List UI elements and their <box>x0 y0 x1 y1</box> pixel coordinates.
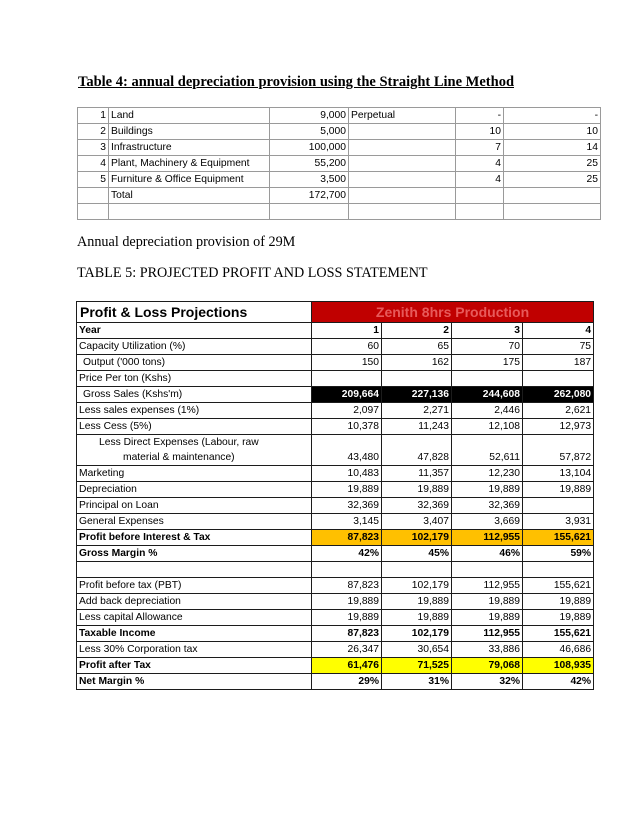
pl-row-net-margin <box>77 674 594 690</box>
value-cell: 65 <box>382 339 452 355</box>
value-cell: 61,476 <box>312 658 382 674</box>
row-number <box>78 188 109 204</box>
row-number: 2 <box>78 124 109 140</box>
pl-row-pbit <box>77 530 594 546</box>
value-cell: 45% <box>382 546 452 562</box>
value-cell: 47,828 <box>382 435 452 466</box>
value-cell: 79,068 <box>452 658 523 674</box>
rate: 25 <box>504 172 601 188</box>
pl-header: Profit & Loss Projections <box>77 302 312 323</box>
value-cell: 19,889 <box>382 610 452 626</box>
row-label: Capacity Utilization (%) <box>77 339 312 355</box>
row-number: 1 <box>78 108 109 124</box>
value-cell: 155,621 <box>523 626 594 642</box>
row-label: Gross Margin % <box>77 546 312 562</box>
pl-row-cess <box>77 419 594 435</box>
value-cell: 12,973 <box>523 419 594 435</box>
value-cell <box>452 371 523 387</box>
pl-row-marketing <box>77 466 594 482</box>
value-cell: 2 <box>382 323 452 339</box>
value-cell: 112,955 <box>452 578 523 594</box>
row-label: Less capital Allowance <box>77 610 312 626</box>
empty-cell <box>77 562 312 578</box>
value-cell: 31% <box>382 674 452 690</box>
pl-row-gross-sales <box>77 387 594 403</box>
row-label: Price Per ton (Kshs) <box>77 371 312 387</box>
value-cell: 2,621 <box>523 403 594 419</box>
pl-row-direct <box>77 435 594 466</box>
row-number: 5 <box>78 172 109 188</box>
value-cell <box>382 371 452 387</box>
useful-life: - <box>456 108 504 124</box>
row-label: General Expenses <box>77 514 312 530</box>
value-cell: 19,889 <box>452 594 523 610</box>
row-label <box>77 435 312 466</box>
value-cell: 3,931 <box>523 514 594 530</box>
value-cell: 12,230 <box>452 466 523 482</box>
value-cell: 60 <box>312 339 382 355</box>
value-cell: 32,369 <box>382 498 452 514</box>
value-cell: 30,654 <box>382 642 452 658</box>
value-cell: 29% <box>312 674 382 690</box>
value-cell: 19,889 <box>452 482 523 498</box>
pl-row-corp-tax <box>77 642 594 658</box>
value-cell: 87,823 <box>312 578 382 594</box>
value-cell: 2,271 <box>382 403 452 419</box>
table4-row <box>78 140 601 156</box>
asset-value: 5,000 <box>270 124 349 140</box>
value-cell: 75 <box>523 339 594 355</box>
value-cell <box>312 371 382 387</box>
value-cell: 3,145 <box>312 514 382 530</box>
useful-life: 4 <box>456 156 504 172</box>
row-label: Less Cess (5%) <box>77 419 312 435</box>
value-cell: 155,621 <box>523 578 594 594</box>
useful-life: 4 <box>456 172 504 188</box>
useful-life-note <box>349 124 456 140</box>
asset-value: 100,000 <box>270 140 349 156</box>
pl-row--blank <box>77 562 594 578</box>
pl-row-sales-exp <box>77 403 594 419</box>
row-label: Less sales expenses (1%) <box>77 403 312 419</box>
row-label: Profit before Interest & Tax <box>77 530 312 546</box>
value-cell: 71,525 <box>382 658 452 674</box>
rate: 25 <box>504 156 601 172</box>
pl-row-depreciation <box>77 482 594 498</box>
row-number: 3 <box>78 140 109 156</box>
table4-row <box>78 172 601 188</box>
pl-row-gross-margin <box>77 546 594 562</box>
empty-cell <box>452 562 523 578</box>
value-cell: 13,104 <box>523 466 594 482</box>
useful-life: 10 <box>456 124 504 140</box>
value-cell: 2,097 <box>312 403 382 419</box>
value-cell: 19,889 <box>312 610 382 626</box>
useful-life-note <box>349 140 456 156</box>
value-cell: 3 <box>452 323 523 339</box>
asset-name: Plant, Machinery & Equipment <box>109 156 270 172</box>
rate: - <box>504 108 601 124</box>
row-label: Gross Sales (Kshs'm) <box>77 387 312 403</box>
row-label: Profit before tax (PBT) <box>77 578 312 594</box>
empty-cell <box>270 204 349 220</box>
empty-cell <box>109 204 270 220</box>
value-cell: 19,889 <box>523 482 594 498</box>
value-cell: 11,243 <box>382 419 452 435</box>
empty-cell <box>456 204 504 220</box>
asset-name: Infrastructure <box>109 140 270 156</box>
value-cell: 3,669 <box>452 514 523 530</box>
empty-cell <box>523 562 594 578</box>
pl-row-taxable <box>77 626 594 642</box>
value-cell: 57,872 <box>523 435 594 466</box>
empty-cell <box>349 204 456 220</box>
value-cell: 2,446 <box>452 403 523 419</box>
useful-life: 7 <box>456 140 504 156</box>
value-cell: 187 <box>523 355 594 371</box>
value-cell: 87,823 <box>312 626 382 642</box>
pl-row-pat <box>77 658 594 674</box>
asset-name: Buildings <box>109 124 270 140</box>
value-cell: 42% <box>312 546 382 562</box>
value-cell: 244,608 <box>452 387 523 403</box>
pl-row-output <box>77 355 594 371</box>
table4-empty-row <box>78 204 601 220</box>
value-cell: 19,889 <box>312 482 382 498</box>
row-label: Add back depreciation <box>77 594 312 610</box>
pl-subheader: Zenith 8hrs Production <box>312 302 594 323</box>
value-cell: 32% <box>452 674 523 690</box>
value-cell: 262,080 <box>523 387 594 403</box>
value-cell: 155,621 <box>523 530 594 546</box>
depreciation-table <box>77 107 601 220</box>
row-number: 4 <box>78 156 109 172</box>
pl-row-addback <box>77 594 594 610</box>
pl-header-row <box>77 302 594 323</box>
useful-life-note <box>349 172 456 188</box>
value-cell: 42% <box>523 674 594 690</box>
pl-row-price <box>77 371 594 387</box>
value-cell: 33,886 <box>452 642 523 658</box>
asset-value: 55,200 <box>270 156 349 172</box>
asset-name: Land <box>109 108 270 124</box>
row-label: Profit after Tax <box>77 658 312 674</box>
empty-cell <box>312 562 382 578</box>
pl-row-year <box>77 323 594 339</box>
asset-name: Furniture & Office Equipment <box>109 172 270 188</box>
table4-row <box>78 108 601 124</box>
value-cell: 19,889 <box>523 594 594 610</box>
value-cell: 26,347 <box>312 642 382 658</box>
table4-row <box>78 124 601 140</box>
row-label-line: material & maintenance) <box>123 452 235 463</box>
row-label: Less 30% Corporation tax <box>77 642 312 658</box>
value-cell: 108,935 <box>523 658 594 674</box>
value-cell: 10,483 <box>312 466 382 482</box>
empty-cell <box>78 204 109 220</box>
useful-life <box>456 188 504 204</box>
value-cell: 112,955 <box>452 626 523 642</box>
asset-name: Total <box>109 188 270 204</box>
useful-life-note <box>349 188 456 204</box>
value-cell: 46,686 <box>523 642 594 658</box>
annual-depreciation-note: Annual depreciation provision of 29M <box>77 234 296 250</box>
value-cell: 10,378 <box>312 419 382 435</box>
row-label: Output ('000 tons) <box>77 355 312 371</box>
value-cell: 12,108 <box>452 419 523 435</box>
rate: 10 <box>504 124 601 140</box>
useful-life-note: Perpetual <box>349 108 456 124</box>
table4-title: Table 4: annual depreciation provision using the Straight Line Method <box>78 74 515 90</box>
value-cell: 19,889 <box>523 610 594 626</box>
asset-value: 3,500 <box>270 172 349 188</box>
useful-life-note <box>349 156 456 172</box>
pl-row-pbt <box>77 578 594 594</box>
profit-loss-table <box>76 301 594 690</box>
empty-cell <box>382 562 452 578</box>
value-cell: 19,889 <box>382 482 452 498</box>
value-cell: 227,136 <box>382 387 452 403</box>
asset-value: 172,700 <box>270 188 349 204</box>
row-label: Principal on Loan <box>77 498 312 514</box>
value-cell: 46% <box>452 546 523 562</box>
value-cell: 3,407 <box>382 514 452 530</box>
table4-row <box>78 156 601 172</box>
value-cell: 1 <box>312 323 382 339</box>
value-cell: 102,179 <box>382 578 452 594</box>
pl-row-capacity <box>77 339 594 355</box>
value-cell: 162 <box>382 355 452 371</box>
value-cell <box>523 498 594 514</box>
rate: 14 <box>504 140 601 156</box>
row-label-line: Less Direct Expenses (Labour, raw <box>99 437 259 448</box>
row-label: Year <box>77 323 312 339</box>
pl-row-capital <box>77 610 594 626</box>
pl-row-principal <box>77 498 594 514</box>
value-cell: 43,480 <box>312 435 382 466</box>
row-label: Depreciation <box>77 482 312 498</box>
rate <box>504 188 601 204</box>
value-cell: 102,179 <box>382 530 452 546</box>
table5-title: TABLE 5: PROJECTED PROFIT AND LOSS STATEMENT <box>77 265 428 281</box>
asset-value: 9,000 <box>270 108 349 124</box>
value-cell: 32,369 <box>452 498 523 514</box>
table4-row <box>78 188 601 204</box>
value-cell <box>523 371 594 387</box>
value-cell: 11,357 <box>382 466 452 482</box>
value-cell: 32,369 <box>312 498 382 514</box>
value-cell: 150 <box>312 355 382 371</box>
row-label: Net Margin % <box>77 674 312 690</box>
value-cell: 19,889 <box>382 594 452 610</box>
value-cell: 87,823 <box>312 530 382 546</box>
value-cell: 209,664 <box>312 387 382 403</box>
value-cell: 19,889 <box>312 594 382 610</box>
row-label: Marketing <box>77 466 312 482</box>
value-cell: 4 <box>523 323 594 339</box>
value-cell: 112,955 <box>452 530 523 546</box>
value-cell: 70 <box>452 339 523 355</box>
value-cell: 52,611 <box>452 435 523 466</box>
empty-cell <box>504 204 601 220</box>
pl-row-general <box>77 514 594 530</box>
value-cell: 102,179 <box>382 626 452 642</box>
value-cell: 175 <box>452 355 523 371</box>
value-cell: 59% <box>523 546 594 562</box>
row-label: Taxable Income <box>77 626 312 642</box>
value-cell: 19,889 <box>452 610 523 626</box>
